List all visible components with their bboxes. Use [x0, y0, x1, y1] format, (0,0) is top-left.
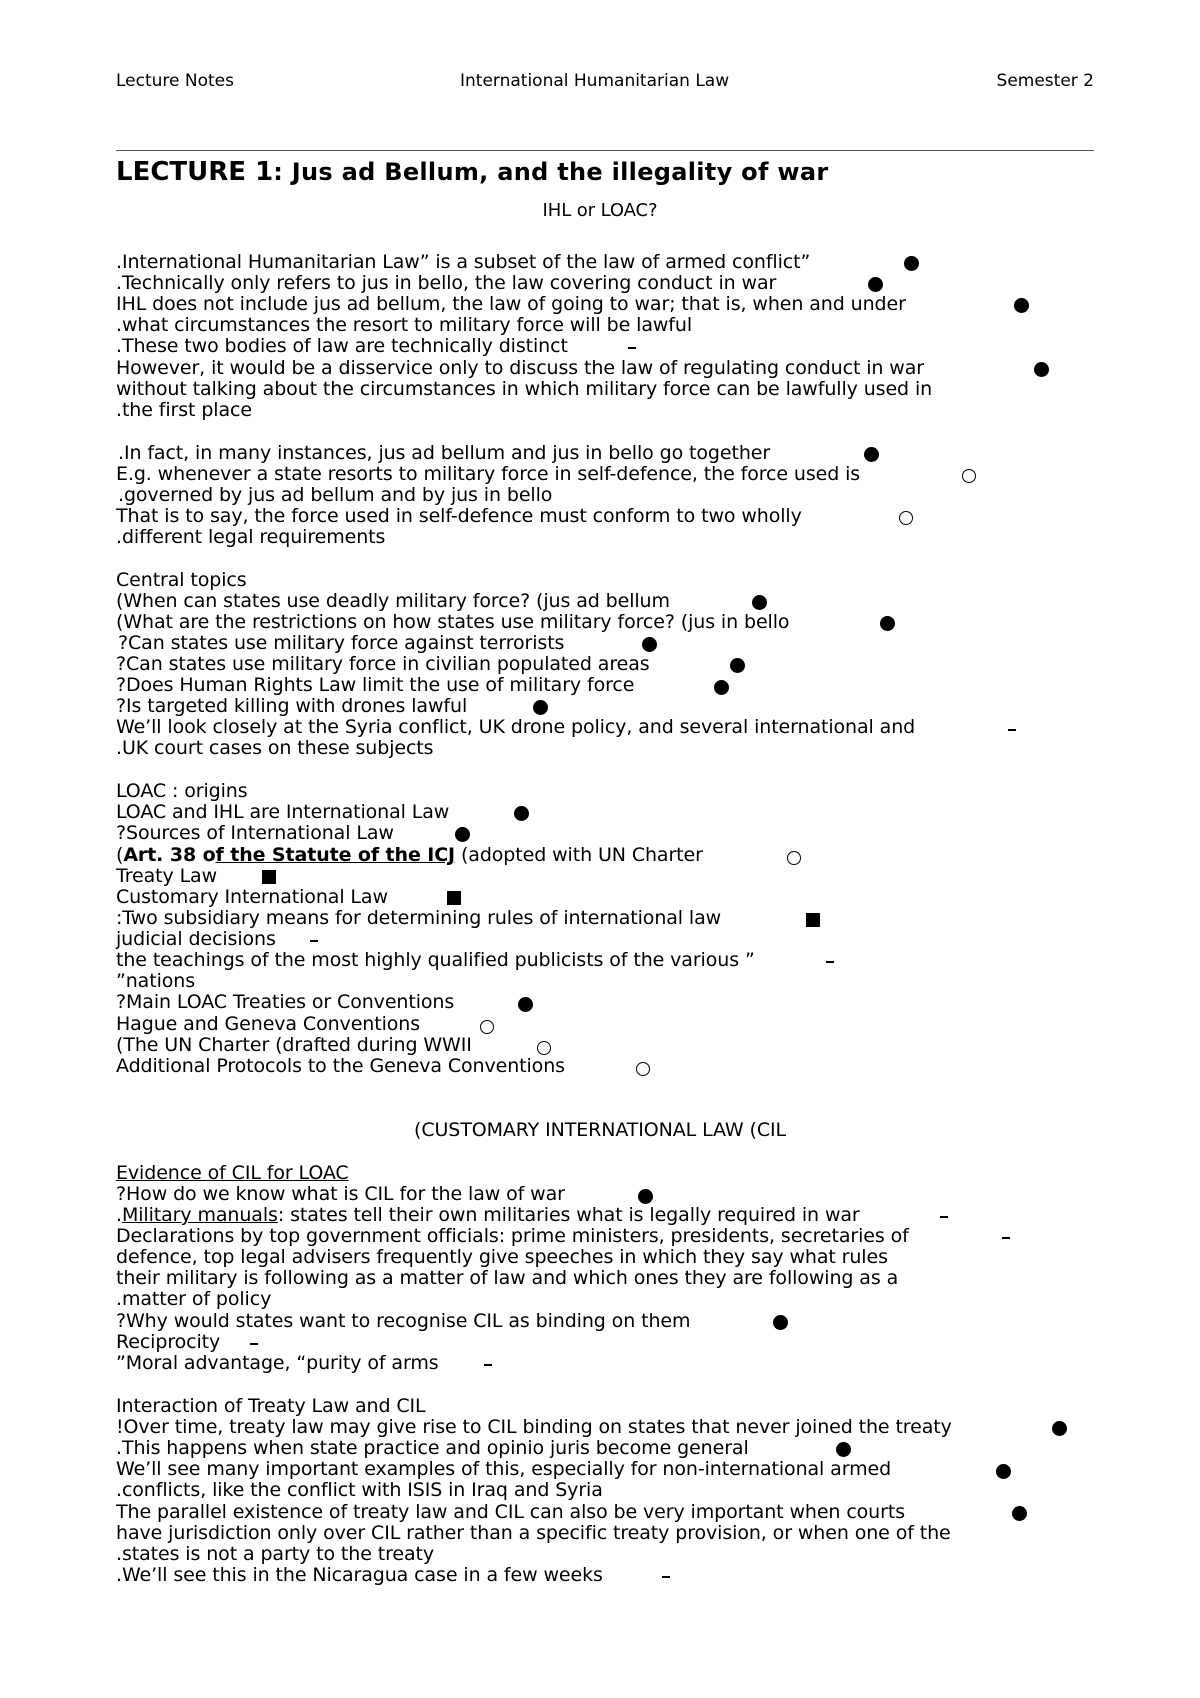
text-line: .These two bodies of law are technically distinct: [116, 335, 568, 357]
text-line: Customary International Law: [116, 886, 388, 908]
text-line: Interaction of Treaty Law and CIL: [116, 1395, 426, 1417]
text-line: However, it would be a disservice only to discuss the law of regulating conduct in war: [116, 357, 924, 379]
military-manuals-line: [116, 1205, 860, 1226]
text-line: The parallel existence of treaty law and CIL can also be very important when courts: [116, 1501, 905, 1523]
header-rule: [116, 150, 1094, 151]
bullet-square-icon: [447, 891, 461, 905]
text-line: (What are the restrictions on how states use military force? (jus in bello: [116, 611, 790, 633]
text-line: LOAC : origins: [116, 780, 248, 802]
text-line: defence, top legal advisers frequently give speeches in which they say what rules: [116, 1246, 888, 1268]
text-line: IHL does not include jus ad bellum, the law of going to war; that is, when and under: [116, 293, 906, 315]
bullet-dash-icon: [940, 1216, 948, 1218]
text-line: Treaty Law: [116, 865, 218, 887]
bullet-dot-icon: [533, 700, 548, 715]
text-line: ?Can states use military force against terrorists: [118, 632, 565, 654]
text-line: We’ll see many important examples of this, especially for non-international armed: [116, 1458, 892, 1480]
military-manuals-link-text: Military manuals: [121, 1204, 278, 1226]
bullet-square-icon: [262, 870, 276, 884]
text-line: Reciprocity: [116, 1331, 221, 1353]
header-right: Semester 2: [996, 71, 1094, 91]
text-line: .UK court cases on these subjects: [116, 737, 434, 759]
lecture-title: [116, 152, 828, 192]
bullet-dash-icon: [1008, 729, 1016, 731]
text-line: .In fact, in many instances, jus ad bellum and jus in bello go together: [118, 442, 771, 464]
art-38-bold: Art. 38 o: [123, 844, 216, 866]
text-line: .We’ll see this in the Nicaragua case in a few weeks: [116, 1564, 603, 1586]
bullet-dash-icon: [826, 961, 834, 963]
header-left: Lecture Notes: [116, 71, 234, 91]
text-line: We’ll look closely at the Syria conflict, UK drone policy, and several international and: [116, 716, 916, 738]
lecture-title-topic: : Jus ad Bellum, and the illegality of war: [273, 158, 829, 186]
art-38-line: [116, 845, 703, 866]
text-line: ?How do we know what is CIL for the law of war: [116, 1183, 565, 1205]
text-line: Declarations by top government officials: prime ministers, presidents, secretaries of: [116, 1225, 909, 1247]
military-manuals-rest: : states tell their own militaries what is legally required in war: [277, 1204, 860, 1226]
text-line: That is to say, the force used in self-defence must conform to two wholly: [116, 505, 802, 527]
text-line: (The UN Charter (drafted during WWII: [116, 1034, 472, 1056]
bullet-dot-icon: [1034, 362, 1049, 377]
text-line: .International Humanitarian Law” is a subset of the law of armed conflict”: [116, 251, 811, 273]
lecture-title-number: LECTURE 1: [116, 157, 274, 187]
bullet-square-icon: [806, 913, 820, 927]
text-line: ”nations: [116, 970, 196, 992]
bullet-circle-icon: [537, 1041, 551, 1055]
header-center: International Humanitarian Law: [460, 71, 730, 91]
text-line: have jurisdiction only over CIL rather than a specific treaty provision, or when one of the: [116, 1522, 951, 1544]
text-line: the teachings of the most highly qualified publicists of the various ”: [116, 949, 755, 971]
bullet-dot-icon: [514, 806, 529, 821]
bullet-circle-icon: [636, 1062, 650, 1076]
text-line: without talking about the circumstances in which military force can be lawfully used in: [116, 378, 933, 400]
text-line: Central topics: [116, 569, 247, 591]
bullet-dot-icon: [518, 997, 533, 1012]
bullet-circle-icon: [787, 851, 801, 865]
text-line: (When can states use deadly military force? (jus ad bellum: [116, 590, 670, 612]
text-line: LOAC and IHL are International Law: [116, 801, 450, 823]
text-line: .conflicts, like the conflict with ISIS in Iraq and Syria: [116, 1479, 603, 1501]
bullet-dash-icon: [484, 1364, 492, 1366]
art-38-bold-underlined: f the Statute of the ICJ: [215, 844, 456, 866]
bullet-dot-icon: [1052, 1421, 1067, 1436]
bullet-dash-icon: [662, 1576, 670, 1578]
art-38-rest: (adopted with UN Charter: [455, 844, 703, 866]
text-line: ?Is targeted killing with drones lawful: [116, 695, 468, 717]
bullet-dot-icon: [904, 256, 919, 271]
bullet-dot-icon: [638, 1189, 653, 1204]
bullet-dot-icon: [996, 1464, 1011, 1479]
text-line: ?Can states use military force in civilian populated areas: [116, 653, 650, 675]
text-line: ?Why would states want to recognise CIL as binding on them: [116, 1310, 691, 1332]
section-subtitle: IHL or LOAC?: [542, 200, 658, 221]
text-line: .states is not a party to the treaty: [116, 1543, 435, 1565]
text-line: :Two subsidiary means for determining rules of international law: [116, 907, 722, 929]
text-line: their military is following as a matter of law and which ones they are following as a: [116, 1267, 899, 1289]
section-heading-cil: (CUSTOMARY INTERNATIONAL LAW (CIL: [414, 1119, 786, 1141]
bullet-dot-icon: [730, 658, 745, 673]
text-line: ?Does Human Rights Law limit the use of military force: [116, 674, 635, 696]
text-line: ”Moral advantage, “purity of arms: [116, 1352, 439, 1374]
art-38-open: (: [116, 844, 124, 866]
bullet-dot-icon: [752, 595, 767, 610]
text-line: ?Main LOAC Treaties or Conventions: [116, 991, 455, 1013]
bullet-dash-icon: [310, 940, 318, 942]
text-line: E.g. whenever a state resorts to military force in self-defence, the force used is: [116, 463, 861, 485]
text-line: .different legal requirements: [116, 526, 386, 548]
text-line: Evidence of CIL for LOAC: [116, 1162, 349, 1184]
text-line: .what circumstances the resort to military force will be lawful: [116, 314, 693, 336]
military-manuals-prefix: .: [116, 1204, 122, 1226]
text-line: ?Sources of International Law: [116, 822, 394, 844]
bullet-circle-icon: [480, 1020, 494, 1034]
bullet-dot-icon: [864, 447, 879, 462]
bullet-dot-icon: [1014, 298, 1029, 313]
text-line: Additional Protocols to the Geneva Conventions: [116, 1055, 565, 1077]
bullet-dot-icon: [880, 616, 895, 631]
text-line: .the first place: [116, 399, 252, 421]
text-line: Hague and Geneva Conventions: [116, 1013, 421, 1035]
bullet-dash-icon: [1002, 1237, 1010, 1239]
bullet-dot-icon: [1012, 1506, 1027, 1521]
bullet-dot-icon: [455, 827, 470, 842]
text-line: .matter of policy: [116, 1288, 272, 1310]
bullet-dash-icon: [628, 347, 636, 349]
text-line: !Over time, treaty law may give rise to CIL binding on states that never joined the treaty: [116, 1416, 952, 1438]
bullet-dot-icon: [868, 277, 883, 292]
text-line: .Technically only refers to jus in bello, the law covering conduct in war: [116, 272, 777, 294]
bullet-dash-icon: [250, 1343, 258, 1345]
text-line: judicial decisions: [116, 928, 276, 950]
bullet-dot-icon: [714, 680, 729, 695]
bullet-circle-icon: [962, 469, 976, 483]
text-line: .This happens when state practice and opinio juris become general: [116, 1437, 749, 1459]
bullet-circle-icon: [899, 511, 913, 525]
text-line: .governed by jus ad bellum and by jus in bello: [118, 484, 553, 506]
bullet-dot-icon: [642, 637, 657, 652]
bullet-dot-icon: [836, 1442, 851, 1457]
bullet-dot-icon: [773, 1315, 788, 1330]
